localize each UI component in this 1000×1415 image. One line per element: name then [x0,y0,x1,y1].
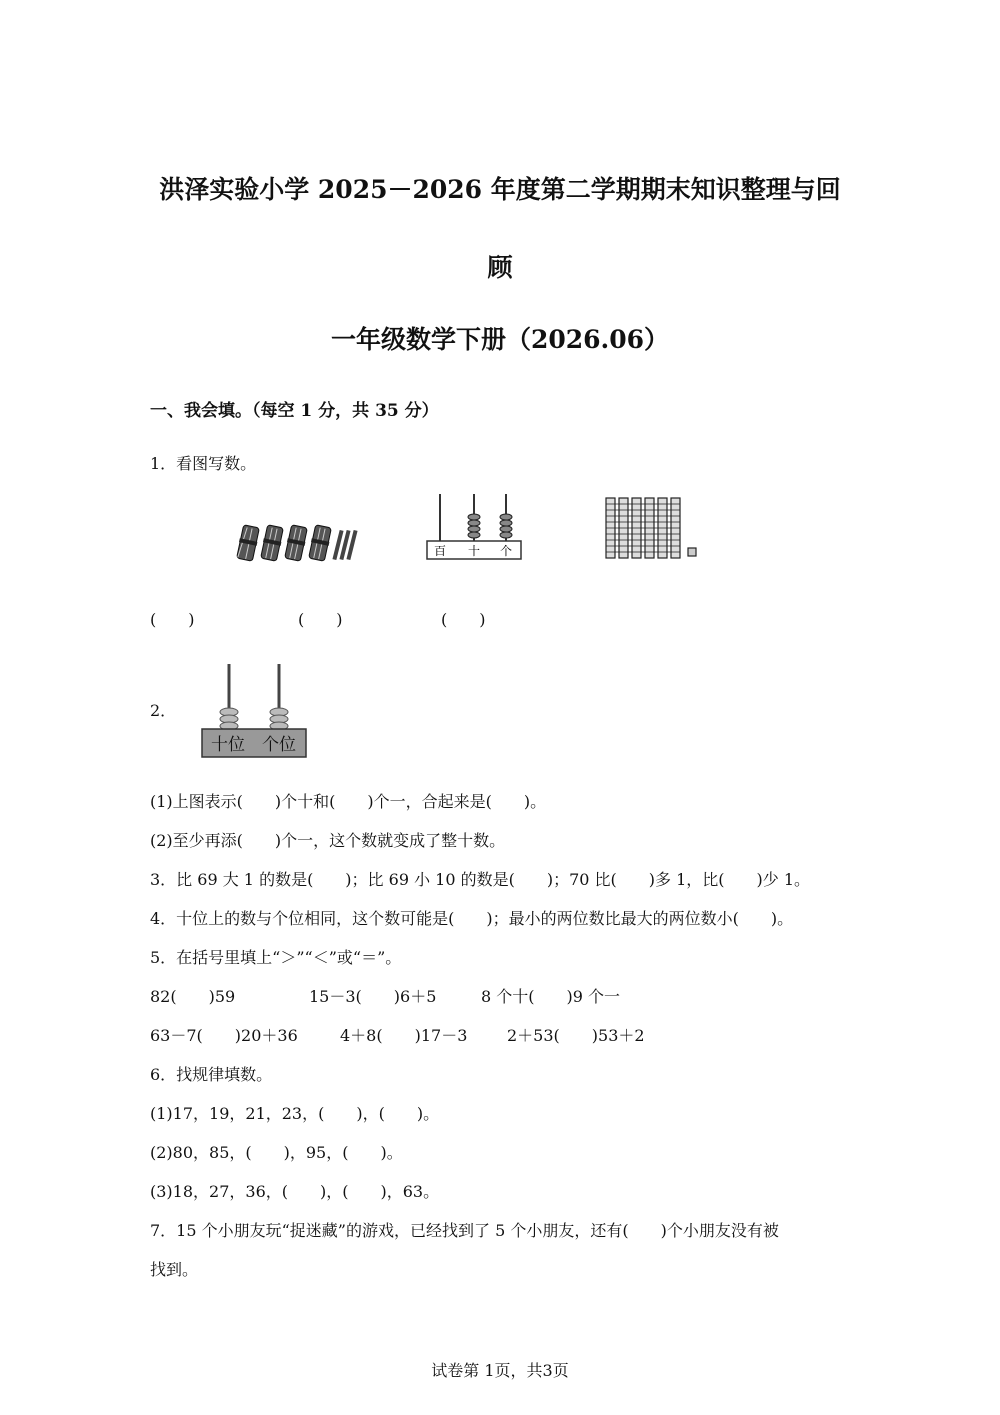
abacus-label-tens-place: 十位 [211,735,245,755]
question-1-prompt: 1．看图写数。 [150,454,257,473]
question-5-prompt: 5．在括号里填上“＞”“＜”或“＝”。 [150,948,402,967]
title-line-2: 顾 [487,253,513,282]
answer-blank-2[interactable]: ( ) [298,610,343,629]
stick-bundle [261,525,284,562]
abacus-label-tens: 十 [467,544,481,558]
cube-rods-figure [602,494,702,562]
question-6-sub-2: (2)80，85，( )，95，( )。 [150,1143,403,1162]
question-3: 3．比 69 大 1 的数是( )；比 69 小 10 的数是( )；70 比( )多 1，比( )少 1。 [150,870,811,889]
single-sticks [332,530,357,560]
stick-bundles-figure [236,522,364,564]
abacus-label-ones-place: 个位 [262,735,296,755]
question-6-sub-3: (3)18，27，36，( )，( )，63。 [150,1182,440,1201]
single-cube [688,548,696,556]
abacus-label-ones: 个 [499,544,513,558]
subtitle: 一年级数学下册（2026.06） [330,325,670,354]
answer-blank-3[interactable]: ( ) [441,610,486,629]
compare-item[interactable]: 8 个十( )9 个一 [481,987,621,1006]
section-heading: 一、我会填。（每空 1 分，共 35 分） [150,401,439,421]
question-2-sub-2: (2)至少再添( )个一，这个数就变成了整十数。 [150,831,506,850]
compare-item[interactable]: 82( )59 [150,987,236,1006]
compare-item[interactable]: 63－7( )20＋36 [150,1026,298,1045]
compare-item[interactable]: 15－3( )6＋5 [309,987,437,1006]
compare-item[interactable]: 4＋8( )17－3 [340,1026,468,1045]
answer-blank-1[interactable]: ( ) [150,610,195,629]
question-4: 4．十位上的数与个位相同，这个数可能是( )；最小的两位数比最大的两位数小( )。 [150,909,794,928]
question-2-sub-1: (1)上图表示( )个十和( )个一，合起来是( )。 [150,792,547,811]
page-footer: 试卷第 1页，共3页 [431,1361,569,1380]
question-7-line-1: 7．15 个小朋友玩“捉迷藏”的游戏，已经找到了 5 个小朋友，还有( )个小朋友没有被 [150,1221,779,1240]
title-line-1: 洪泽实验小学 2025－2026 年度第二学期期末知识整理与回 [159,175,841,204]
compare-item[interactable]: 2＋53( )53＋2 [507,1026,645,1045]
stick-bundle [309,525,332,562]
counting-frame-figure [424,490,524,562]
abacus-label-hundreds: 百 [433,544,447,558]
question-2-number: 2． [150,701,177,720]
question-7-line-2: 找到。 [150,1260,199,1279]
question-6-prompt: 6．找规律填数。 [150,1065,273,1084]
question-6-sub-1: (1)17，19，21，23，( )，( )。 [150,1104,440,1123]
stick-bundle [237,525,260,562]
tens-ones-abacus-figure [200,661,308,761]
stick-bundle [285,525,308,562]
